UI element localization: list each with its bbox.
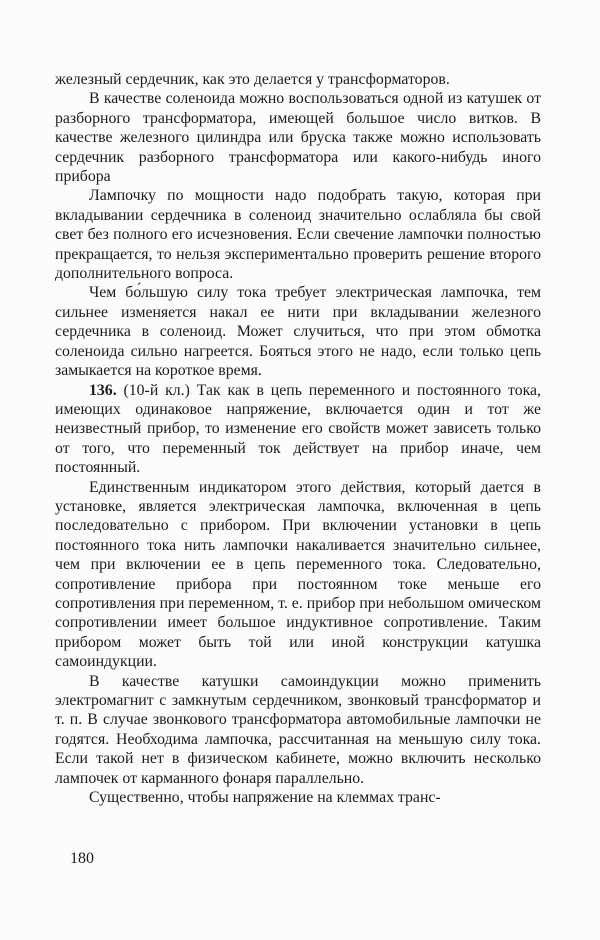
page-number: 180 (70, 850, 94, 867)
paragraph-6-text: Единственным индикатором этого действия, который дается в установке, является электрическая лампочка, включенная в цепь последовательно с прибором. При включении установки в цепь постоянного тока нить лампочки накаливается значительно сильнее, чем при включении ее в цепь переменного тока. Следовательно, сопротивление прибора при постоянном токе меньше его сопротивления при переменном, т. е. прибор при небольшом омическом сопротивлении имеет большое индуктивное сопротивление. Таким прибором может быть той или иной конструкции катушка самоиндукции. (55, 478, 541, 671)
paragraph-2 (55, 89, 541, 186)
paragraph-4 (55, 283, 541, 380)
paragraph-1-text: железный сердечник, как это делается у трансформаторов. (55, 71, 450, 88)
paragraph-4-text: Чем бо́льшую силу тока требует электрическая лампочка, тем сильнее изменяется накал ее нити при вкладывании железного сердечника в соленоид. Может случиться, что при этом обмотка соленоида сильно нагреется. Бояться этого не надо, если только цепь замыкается на короткое время. (55, 284, 541, 380)
page-body (55, 70, 541, 807)
paragraph-8-text: Существенно, чтобы напряжение на клеммах транс- (89, 789, 441, 807)
paragraph-6 (55, 478, 541, 672)
problem-number: 136. (89, 381, 117, 399)
paragraph-3-text: Лампочку по мощности надо подобрать такую, которая при вкладывании сердечника в соленоид значительно ослабляла бы свой свет без полного его исчезновения. Если свечение лампочки полностью прекращается, то нельзя экспериментально проверить решение второго дополнительного вопроса. (55, 187, 541, 283)
paragraph-7-text: В качестве катушки самоиндукции можно применить электромагнит с замкнутым сердечником, звонковый трансформатор и т. п. В случае звонкового трансформатора автомобильные лампочки не годятся. Необходима лампочка, рассчитанная на меньшую силу тока. Если такой нет в физическом кабинете, можно включить несколько лампочек от карманного фонаря параллельно. (55, 672, 541, 787)
problem-136-paragraph (55, 381, 541, 478)
paragraph-8 (55, 788, 541, 807)
paragraph-2-text: В качестве соленоида можно воспользоваться одной из катушек от разборного трансформатора, имеющей большое число витков. В качестве железного цилиндра или бруска также можно использовать сердечник разборного трансформатора или какого-нибудь иного прибора (55, 90, 541, 186)
paragraph-1 (55, 70, 541, 89)
problem-136-text: (10-й кл.) Так как в цепь переменного и постоянного тока, имеющих одинаковое напряжение, включается один и тот же неизвестный прибор, то изменение его свойств может зависеть только от того, что переменный ток действует на прибор иначе, чем постоянный. (55, 381, 541, 477)
paragraph-3 (55, 186, 541, 283)
paragraph-7 (55, 672, 541, 788)
